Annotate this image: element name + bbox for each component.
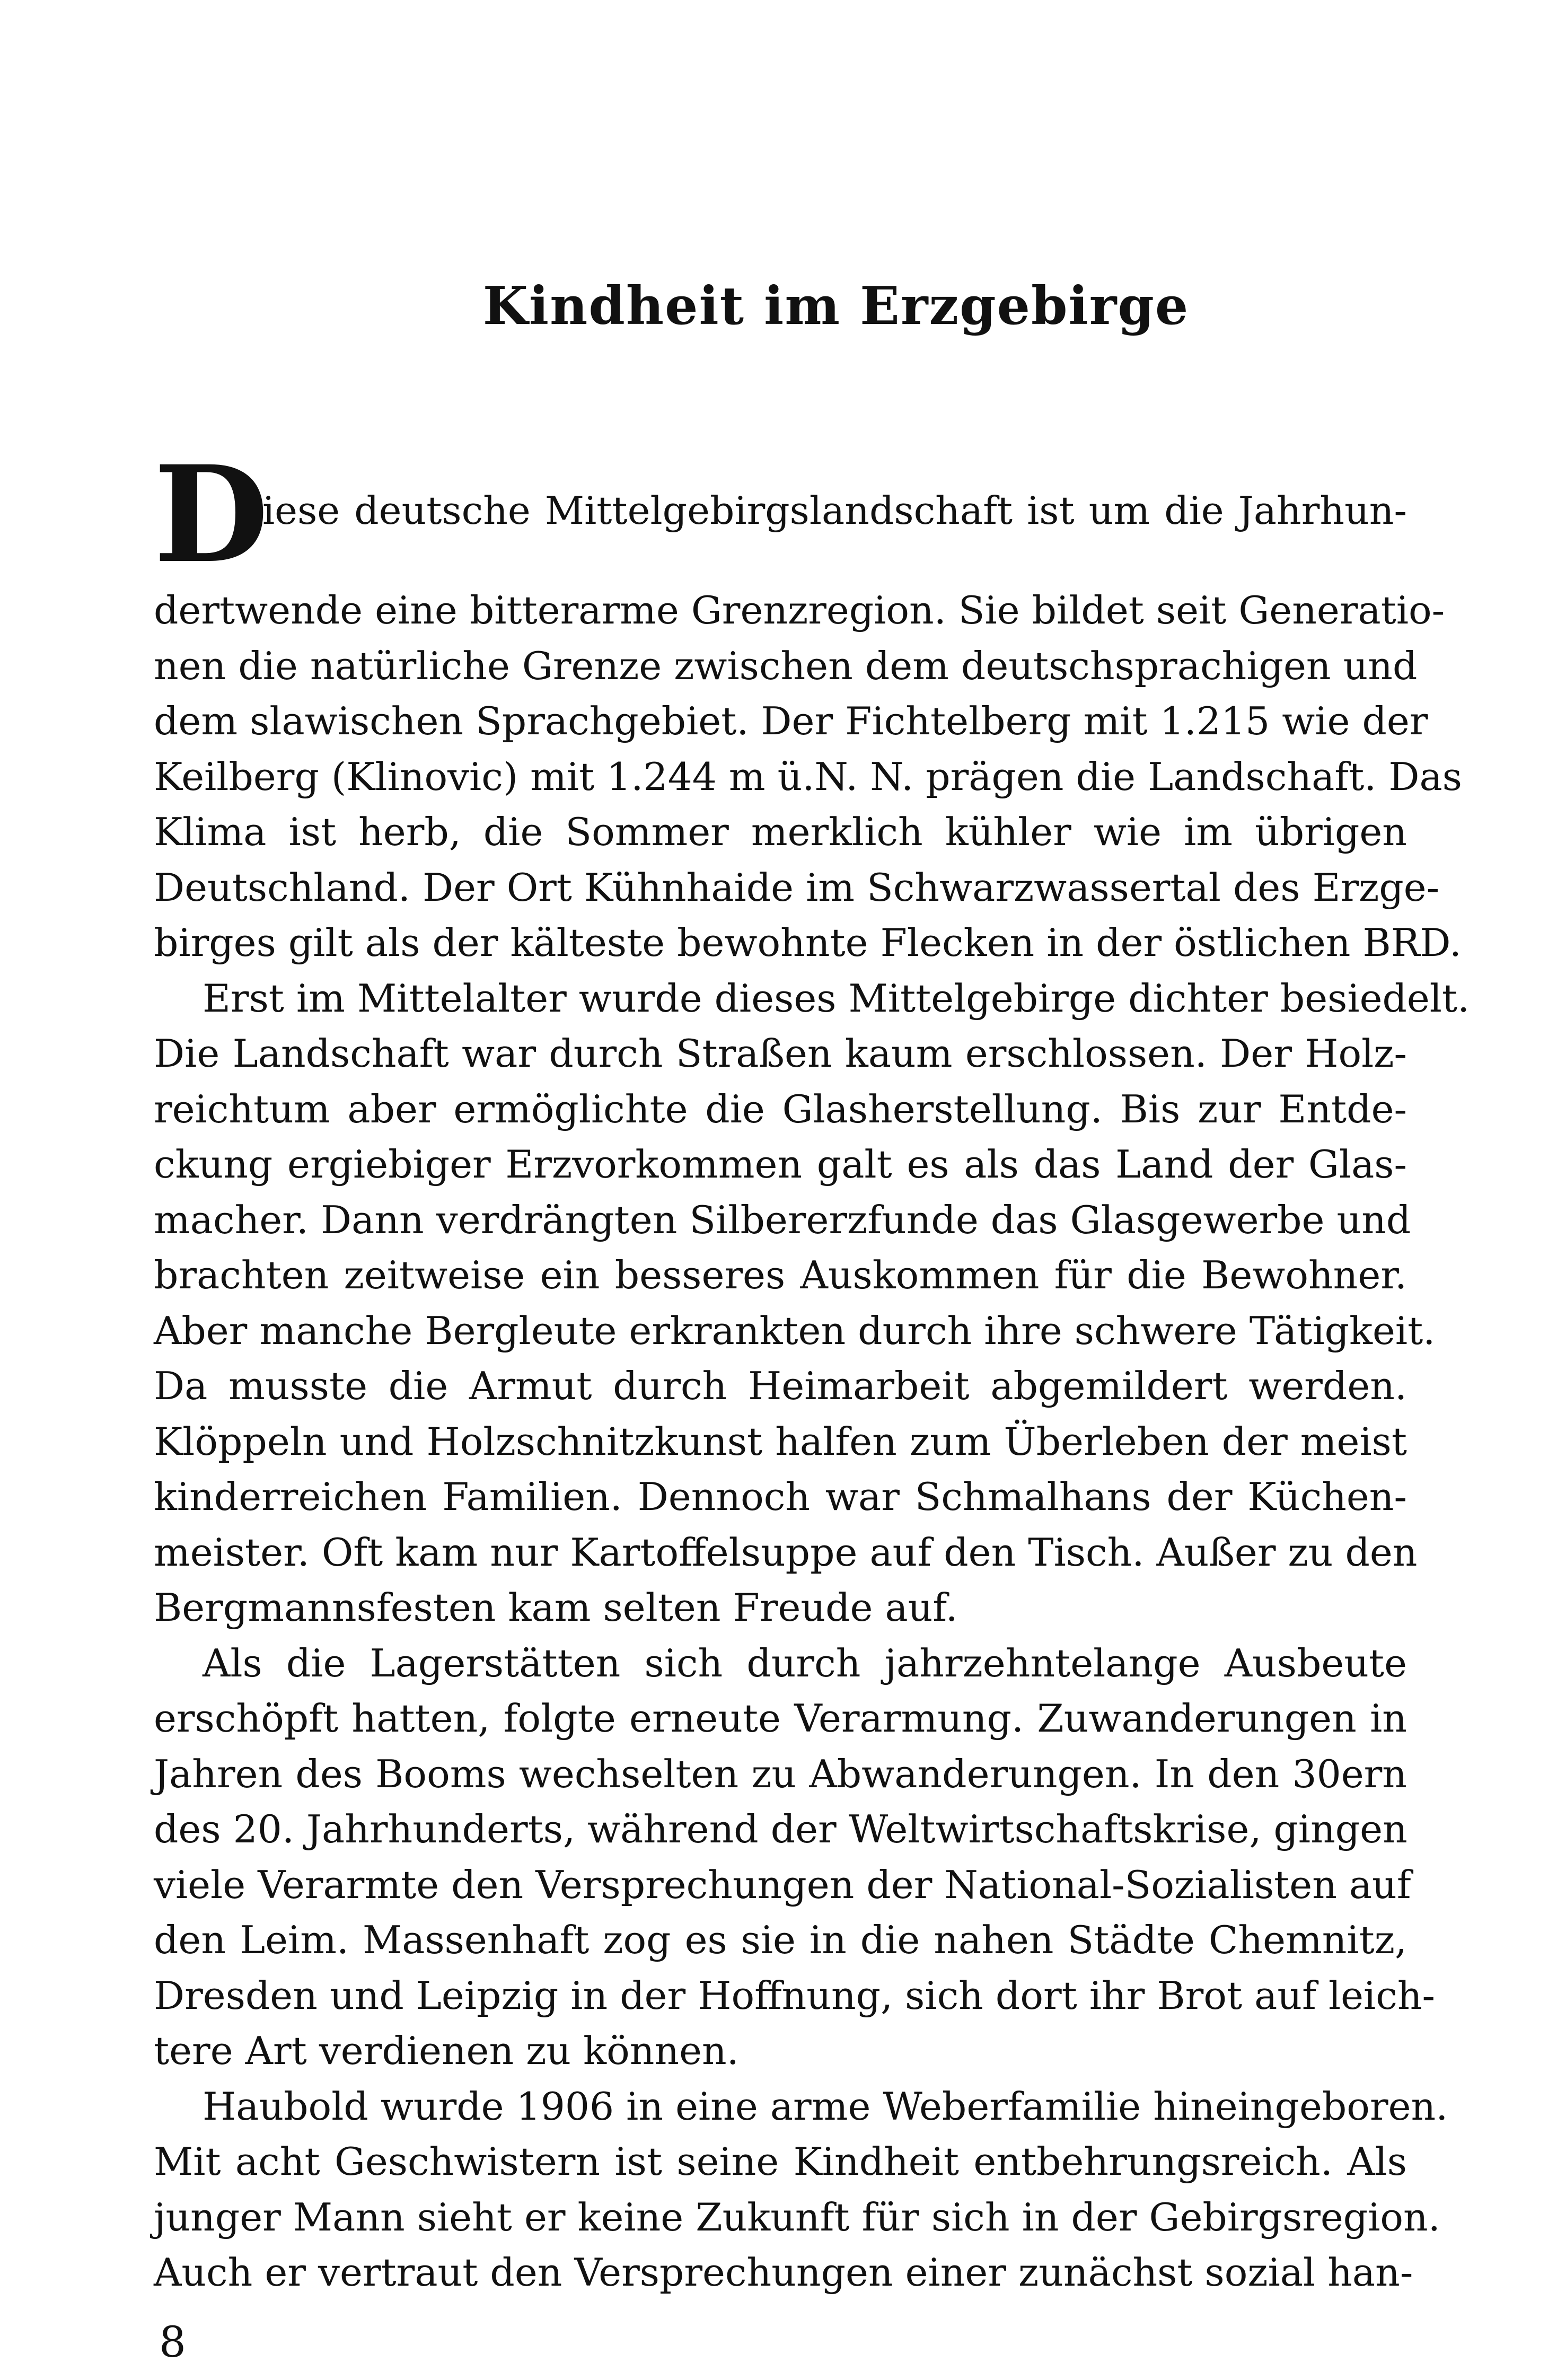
text-line: den Leim. Massenhaft zog es sie in die nahen Städte Chemnitz,	[154, 1918, 1407, 1963]
text-line: kinderreichen Familien. Dennoch war Schmalhans der Küchen-	[154, 1475, 1407, 1520]
text-line: Deutschland. Der Ort Kühnhaide im Schwarzwassertal des Erzge-	[154, 865, 1440, 910]
text-line: viele Verarmte den Versprechungen der National-Sozialisten auf	[154, 1863, 1411, 1908]
paragraph-start-line: Haubold wurde 1906 in eine arme Weberfamilie hineingeboren.	[203, 2084, 1448, 2129]
text-line: dem slawischen Sprachgebiet. Der Fichtelberg mit 1.215 wie der	[154, 699, 1428, 744]
text-line: macher. Dann verdrängten Silbererzfunde das Glasgewerbe und	[154, 1198, 1411, 1243]
paragraph-start-line: Erst im Mittelalter wurde dieses Mittelgebirge dichter besiedelt.	[203, 976, 1470, 1021]
drop-cap: D	[154, 436, 265, 592]
text-line: des 20. Jahrhunderts, während der Weltwirtschaftskrise, gingen	[154, 1807, 1407, 1852]
text-line: ckung ergiebiger Erzvorkommen galt es als das Land der Glas-	[154, 1143, 1407, 1187]
text-line: junger Mann sieht er keine Zukunft für sich in der Gebirgsregion.	[154, 2195, 1440, 2240]
text-line: brachten zeitweise ein besseres Auskommen für die Bewohner.	[154, 1253, 1407, 1298]
text-line: Keilberg (Klinovic) mit 1.244 m ü.N. N. prägen die Landschaft. Das	[154, 754, 1462, 800]
first-line	[154, 436, 1407, 592]
text-line: birges gilt als der kälteste bewohnte Flecken in der östlichen BRD.	[154, 921, 1462, 965]
paragraph-start-line: Als die Lagerstätten sich durch jahrzehntelange Ausbeute	[203, 1641, 1407, 1686]
body-text	[154, 436, 1470, 2301]
text-line: Bergmannsfesten kam selten Freude auf.	[154, 1586, 958, 1630]
text-line: Die Landschaft war durch Straßen kaum erschlossen. Der Holz-	[154, 1032, 1407, 1076]
text-line: Da musste die Armut durch Heimarbeit abgemildert werden.	[154, 1364, 1407, 1409]
text-line: meister. Oft kam nur Kartoffelsuppe auf den Tisch. Außer zu den	[154, 1530, 1418, 1575]
text-line: Auch er vertraut den Versprechungen einer zunächst sozial han-	[154, 2251, 1413, 2295]
first-line-text: iese deutsche Mittelgebirgslandschaft ist um die Jahrhun-	[262, 489, 1407, 533]
text-line: dertwende eine bitterarme Grenzregion. Sie bildet seit Generatio-	[154, 589, 1445, 633]
text-line: Jahren des Booms wechselten zu Abwanderungen. In den 30ern	[154, 1752, 1407, 1797]
text-line: tere Art verdienen zu können.	[154, 2029, 739, 2074]
text-line: Klima ist herb, die Sommer merklich kühler wie im übrigen	[154, 810, 1407, 855]
page-number: 8	[159, 2317, 186, 2367]
chapter-title: Kindheit im Erzgebirge	[482, 276, 1190, 337]
text-line: Mit acht Geschwistern ist seine Kindheit entbehrungsreich. Als	[154, 2140, 1407, 2184]
text-line: nen die natürliche Grenze zwischen dem deutschsprachigen und	[154, 644, 1418, 689]
text-line: erschöpft hatten, folgte erneute Verarmung. Zuwanderungen in	[154, 1697, 1407, 1741]
text-line: reichtum aber ermöglichte die Glasherstellung. Bis zur Entde-	[154, 1087, 1407, 1132]
text-line: Aber manche Bergleute erkrankten durch ihre schwere Tätigkeit.	[154, 1308, 1436, 1354]
text-line: Dresden und Leipzig in der Hoffnung, sich dort ihr Brot auf leich-	[154, 1973, 1436, 2018]
text-line: Klöppeln und Holzschnitzkunst halfen zum Überleben der meist	[154, 1419, 1407, 1464]
